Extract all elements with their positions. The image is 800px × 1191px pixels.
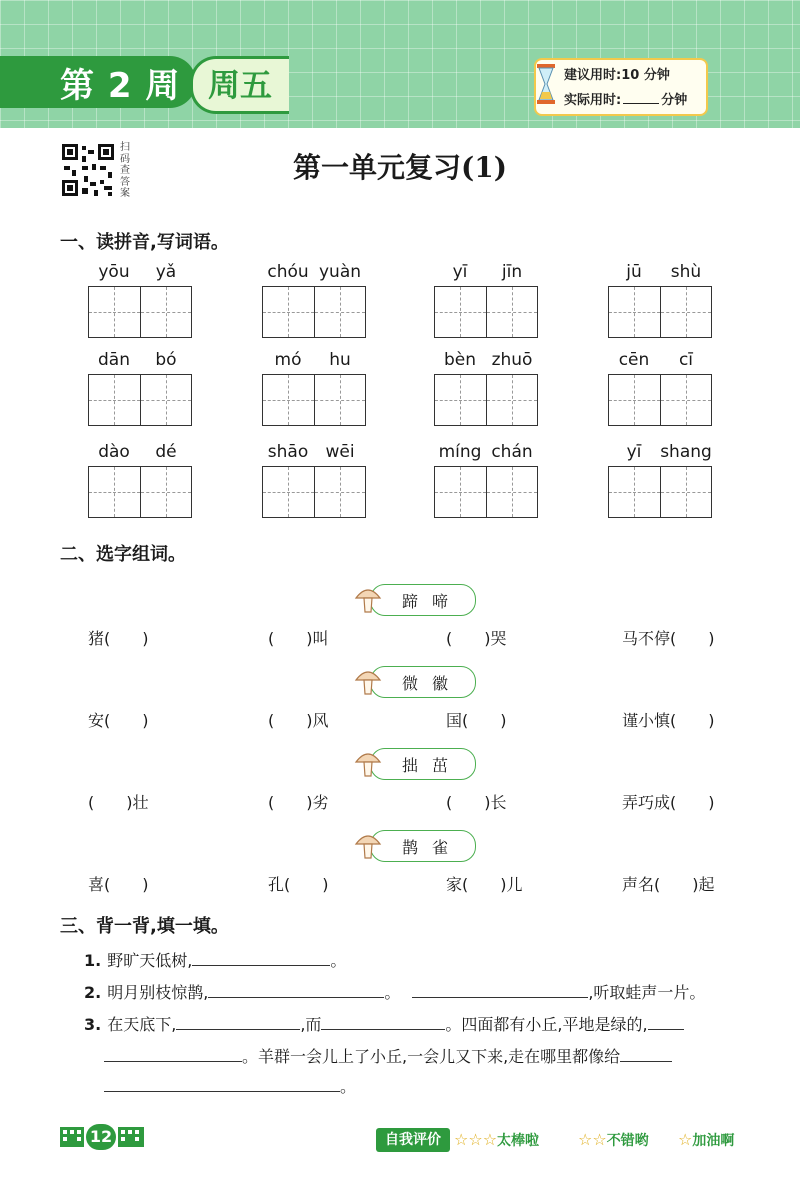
char-choice-tag [370,748,476,780]
writing-grid[interactable] [262,374,366,426]
q3-number: 3. [84,1015,102,1034]
poem-question-1 [84,948,346,971]
fill-in-item[interactable]: 孔( ) [268,875,329,894]
self-eval-tag: 自我评价 [376,1128,450,1152]
writing-cell[interactable] [435,287,486,337]
writing-grid[interactable] [608,466,712,518]
section1-title: 一、读拼音,写词语。 [60,232,229,253]
pinyin-syllable: cī [678,350,694,370]
q2-end: ,听取蛙声一片。 [588,983,706,1002]
pinyin-syllable: wēi [325,442,355,462]
writing-cell[interactable] [660,375,712,425]
pinyin-syllable: jīn [501,262,523,282]
writing-cell[interactable] [486,287,538,337]
fill-in-item[interactable]: 家( )儿 [446,875,523,894]
writing-cell[interactable] [609,467,660,517]
fill-in-item[interactable]: ( )劣 [268,793,329,812]
q3-blank-1[interactable] [176,1013,300,1030]
pinyin-syllable: yī [626,442,642,462]
writing-cell[interactable] [263,375,314,425]
char-choices: 蹄啼 [401,592,462,611]
fill-in-item[interactable]: 马不停( ) [622,629,715,648]
q2-number: 2. [84,983,102,1002]
char-choices: 鹊雀 [401,838,462,857]
pinyin-syllable: dào [98,442,130,462]
fill-in-item[interactable]: 弄巧成( ) [622,793,715,812]
writing-cell[interactable] [660,467,712,517]
star-icon: ☆ [678,1130,693,1149]
rating-good-label: 不错哟 [606,1133,649,1149]
pinyin-syllable: mó [274,350,302,370]
rating-great-label: 太棒啦 [497,1133,540,1149]
writing-grid[interactable] [262,466,366,518]
q1-blank[interactable] [192,949,330,966]
actual-time-label: 实际用时: [564,93,622,108]
week-label: 第 2 周 [60,66,181,106]
mushroom-icon [354,830,382,860]
pinyin-syllable: chóu [267,262,309,282]
q3-mid-1: ,而 [300,1015,322,1034]
writing-cell[interactable] [660,287,712,337]
actual-time [564,89,687,108]
fill-in-item[interactable]: ( )叫 [268,629,329,648]
pinyin-syllable: dé [155,442,177,462]
char-choice-tag [370,666,476,698]
writing-cell[interactable] [140,375,192,425]
hourglass-icon [536,64,556,104]
char-choices: 微徽 [401,674,462,693]
q3-end: 。 [340,1077,357,1096]
writing-grid[interactable] [434,466,538,518]
q3-blank-5[interactable] [620,1045,672,1062]
writing-grid[interactable] [434,286,538,338]
writing-cell[interactable] [140,287,192,337]
actual-time-unit: 分钟 [661,93,688,108]
rating-great[interactable] [454,1130,539,1150]
q2-blank-1[interactable] [208,981,384,998]
q3-blank-3[interactable] [648,1013,684,1030]
fill-in-item[interactable]: 猪( ) [88,629,149,648]
writing-cell[interactable] [89,375,140,425]
writing-cell[interactable] [314,287,366,337]
q2-text: 明月别枝惊鹊, [107,983,209,1002]
writing-grid[interactable] [608,374,712,426]
writing-cell[interactable] [609,287,660,337]
writing-grid[interactable] [88,286,192,338]
pinyin-syllable: shāo [267,442,309,462]
writing-grid[interactable] [434,374,538,426]
q3-mid-2: 。四面都有小丘,平地是绿的, [445,1015,648,1034]
writing-grid[interactable] [608,286,712,338]
suggested-time: 建议用时:10 分钟 [564,68,670,83]
pinyin-syllable: cēn [618,350,650,370]
star-icon: ☆☆ [578,1130,607,1149]
char-choice-tag [370,830,476,862]
pinyin-syllable: shù [670,262,702,282]
writing-cell[interactable] [89,467,140,517]
pinyin-syllable: hu [329,350,351,370]
q3-blank-2[interactable] [321,1013,445,1030]
fill-in-item[interactable]: ( )壮 [88,793,149,812]
q1-text: 野旷天低树, [107,951,193,970]
rating-keep-going[interactable] [678,1130,734,1150]
rating-keep-going-label: 加油啊 [692,1133,735,1149]
pinyin-syllable: yī [452,262,468,282]
pinyin-syllable: míng [438,442,482,462]
writing-cell[interactable] [435,467,486,517]
q2-mid: 。 [384,983,401,1002]
writing-cell[interactable] [609,375,660,425]
writing-cell[interactable] [89,287,140,337]
writing-cell[interactable] [263,467,314,517]
q1-number: 1. [84,951,102,970]
fill-in-item[interactable]: ( )哭 [446,629,507,648]
char-choice-tag [370,584,476,616]
fill-in-item[interactable]: 喜( ) [88,875,149,894]
q1-end: 。 [330,951,347,970]
q3-text: 在天底下, [107,1015,177,1034]
writing-cell[interactable] [314,375,366,425]
char-choices: 拙茁 [401,756,462,775]
pinyin-syllable: yuàn [318,262,362,282]
pinyin-syllable: bèn [443,350,477,370]
pinyin-syllable: shang [660,442,712,462]
section2-title: 二、选字组词。 [60,544,186,565]
actual-time-blank[interactable] [623,91,659,104]
fill-in-item[interactable]: ( )风 [268,711,329,730]
mushroom-icon [354,666,382,696]
page-number: 12 [86,1124,116,1150]
page-title: 第一单元复习(1) [293,151,507,184]
writing-cell[interactable] [486,375,538,425]
writing-grid[interactable] [262,286,366,338]
fill-in-item[interactable]: 声名( )起 [622,875,715,894]
fill-in-item[interactable]: 国( ) [446,711,507,730]
poem-question-3 [84,1012,684,1035]
pinyin-syllable: zhuō [491,350,533,370]
section3-title: 三、背一背,填一填。 [60,916,229,937]
rating-good[interactable] [578,1130,649,1150]
writing-cell[interactable] [314,467,366,517]
writing-cell[interactable] [263,287,314,337]
pinyin-syllable: chán [491,442,533,462]
writing-cell[interactable] [140,467,192,517]
mushroom-icon [354,748,382,778]
writing-cell[interactable] [435,375,486,425]
pinyin-syllable: yōu [98,262,130,282]
pinyin-syllable: bó [155,350,177,370]
q3-line2-text: 。羊群一会儿上了小丘,一会儿又下来,走在哪里都像给 [242,1047,621,1066]
pinyin-syllable: jū [626,262,642,282]
writing-cell[interactable] [486,467,538,517]
qr-label: 扫码查答案 [120,142,130,199]
q3-blank-4[interactable] [104,1045,242,1062]
fill-in-item[interactable]: 谨小慎( ) [622,711,715,730]
poem-question-3-line3 [104,1074,356,1097]
pinyin-syllable: yǎ [155,262,177,282]
day-label: 周五 [208,66,273,104]
pinyin-syllable: dān [98,350,130,370]
fill-in-item[interactable]: 安( ) [88,711,149,730]
fill-in-item[interactable]: ( )长 [446,793,507,812]
q2-blank-2[interactable] [412,981,588,998]
q3-blank-6[interactable] [104,1075,340,1092]
poem-question-2 [84,980,705,1003]
writing-grid[interactable] [88,374,192,426]
writing-grid[interactable] [88,466,192,518]
poem-question-3-line2 [104,1044,672,1067]
mushroom-icon [354,584,382,614]
star-icon: ☆☆☆ [454,1130,498,1149]
